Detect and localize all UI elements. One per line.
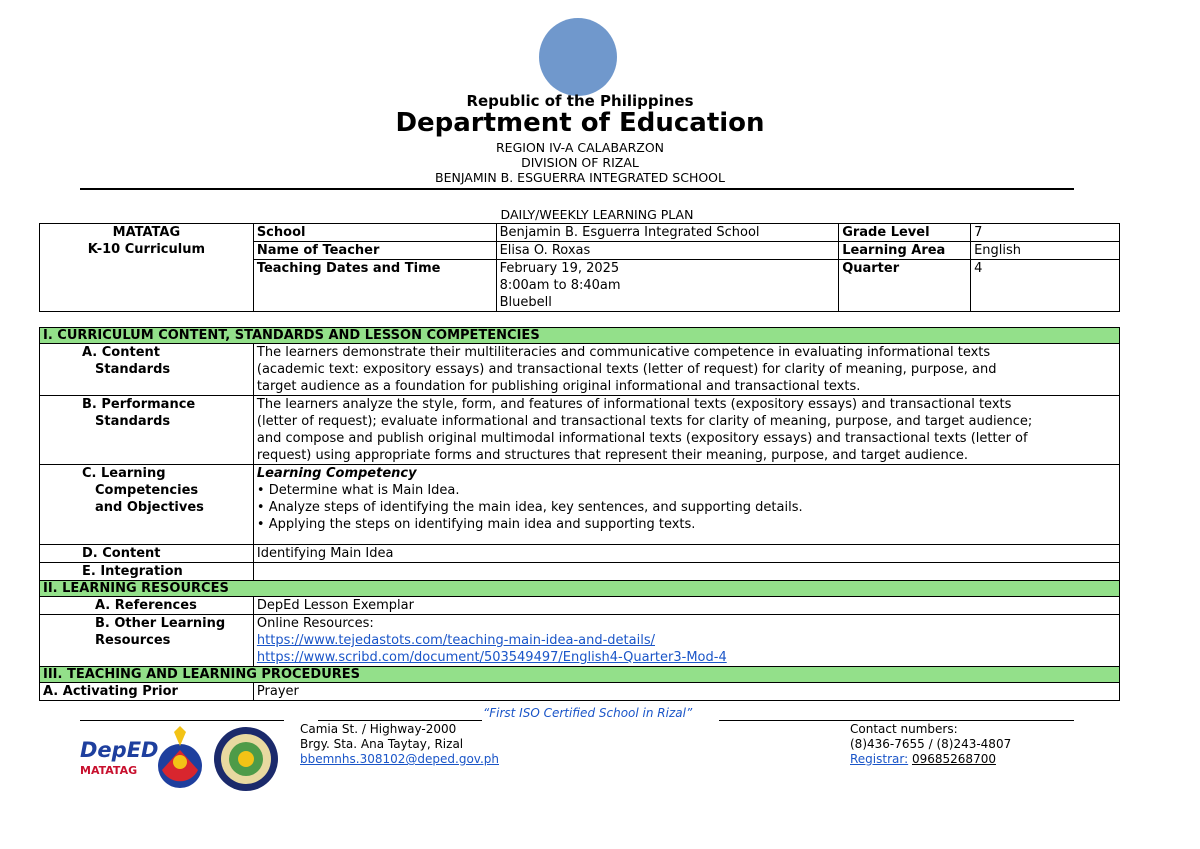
section-2-header: II. LEARNING RESOURCES <box>40 581 1120 597</box>
content-value: Identifying Main Idea <box>253 545 1119 563</box>
dates-cell <box>496 260 839 312</box>
department-heading: Department of Education <box>395 108 765 138</box>
curriculum-line1: MATATAG <box>112 225 181 240</box>
references-value: DepEd Lesson Exemplar <box>253 597 1119 615</box>
competencies-label-3: and Objectives <box>95 500 204 515</box>
school-label: School <box>253 224 496 242</box>
email-link[interactable]: bbemnhs.308102@deped.gov.ph <box>300 752 499 766</box>
section-1-header: I. CURRICULUM CONTENT, STANDARDS AND LESSON COMPETENCIES <box>40 328 1120 344</box>
grade-label: Grade Level <box>839 224 971 242</box>
republic-seal-icon <box>539 18 617 96</box>
school-seal-icon <box>210 726 282 792</box>
footer-motto: “First ISO Certified School in Rizal” <box>483 706 693 720</box>
republic-heading: Republic of the Philippines <box>466 92 694 110</box>
performance-label-1: B. Performance <box>82 397 196 412</box>
other-resources-cell <box>253 615 1119 667</box>
bagong-pilipinas-logo-icon <box>154 726 206 794</box>
other-label-2: Resources <box>95 633 171 648</box>
address-line-1: Camia St. / Highway-2000 <box>300 722 457 736</box>
competencies-label <box>40 465 254 545</box>
footer-divider-left <box>80 720 284 721</box>
content-standards-line: (academic text: expository essays) and transactional texts (letter of request) for clarity of meaning, purpose, and <box>256 362 997 377</box>
competencies-label-2: Competencies <box>95 483 199 498</box>
competencies-label-1: C. Learning <box>82 466 166 481</box>
other-label-1: B. Other Learning <box>95 616 226 631</box>
registrar-number: 09685268700 <box>911 752 996 766</box>
dates-label: Teaching Dates and Time <box>253 260 496 312</box>
competency-heading: Learning Competency <box>256 466 417 481</box>
performance-standards-text <box>253 396 1119 465</box>
header-divider <box>80 188 1074 190</box>
online-label: Online Resources: <box>256 616 374 631</box>
info-table <box>39 223 1120 312</box>
region-line: REGION IV-A CALABARZON <box>495 140 665 155</box>
deped-logo-text: DepED <box>80 738 159 762</box>
school-value: Benjamin B. Esguerra Integrated School <box>496 224 839 242</box>
performance-label-2: Standards <box>95 414 171 429</box>
contact-label: Contact numbers: <box>850 722 958 736</box>
performance-standards-label <box>40 396 254 465</box>
section-3-header: III. TEACHING AND LEARNING PROCEDURES <box>40 667 1120 683</box>
references-label: A. References <box>40 597 254 615</box>
plan-table <box>39 327 1120 701</box>
competency-item <box>257 499 1116 516</box>
curriculum-cell <box>40 224 254 312</box>
performance-line: (letter of request); evaluate informational and transactional texts for clarity of meaning, purpose, and target audience; <box>256 414 1033 429</box>
date-value: February 19, 2025 <box>499 261 620 276</box>
time-value: 8:00am to 8:40am <box>499 278 621 293</box>
grade-value: 7 <box>971 224 1120 242</box>
contact-block <box>850 722 1011 767</box>
resource-link-1[interactable]: https://www.tejedastots.com/teaching-main-idea-and-details/ <box>256 633 655 648</box>
performance-line: request) using appropriate forms and structures that represent their meaning, purpose, and target audience. <box>256 448 969 463</box>
competencies-cell <box>253 465 1119 545</box>
teacher-label: Name of Teacher <box>253 242 496 260</box>
performance-line: The learners analyze the style, form, and features of informational texts (expository essays) and transactional texts <box>256 397 1012 412</box>
region-block <box>0 140 1160 185</box>
bullet-icon: • <box>256 500 269 515</box>
activating-value: Prayer <box>253 683 1119 701</box>
plan-title: DAILY/WEEKLY LEARNING PLAN <box>500 207 694 222</box>
content-standards-label-2: Standards <box>95 362 171 377</box>
activating-label: A. Activating Prior <box>40 683 254 701</box>
resource-link-2[interactable]: https://www.scribd.com/document/503549497/English4-Quarter3-Mod-4 <box>256 650 727 665</box>
area-label: Learning Area <box>839 242 971 260</box>
competency-item <box>257 516 1116 533</box>
address-line-2: Brgy. Sta. Ana Taytay, Rizal <box>300 737 464 751</box>
area-value: English <box>971 242 1120 260</box>
competency-item <box>257 482 1116 499</box>
competency-text: Analyze steps of identifying the main idea, key sentences, and supporting details. <box>268 500 803 515</box>
content-label: D. Content <box>82 546 161 561</box>
registrar-label[interactable]: Registrar: <box>850 752 909 766</box>
other-resources-label <box>40 615 254 667</box>
deped-logo <box>80 732 159 792</box>
bullet-icon: • <box>256 483 269 498</box>
footer-divider-mid-left <box>318 720 482 721</box>
section-value: Bluebell <box>499 295 552 310</box>
teacher-value: Elisa O. Roxas <box>496 242 839 260</box>
quarter-label: Quarter <box>839 260 971 312</box>
address-block <box>300 722 499 767</box>
integration-value <box>253 563 1119 581</box>
matatag-logo-text: MATATAG <box>80 764 138 777</box>
integration-label-cell <box>40 563 254 581</box>
integration-label: E. Integration <box>82 564 183 579</box>
content-label-cell <box>40 545 254 563</box>
division-line: DIVISION OF RIZAL <box>521 155 639 170</box>
content-standards-label <box>40 344 254 396</box>
bullet-icon: • <box>256 517 269 532</box>
school-line: BENJAMIN B. ESGUERRA INTEGRATED SCHOOL <box>435 170 725 185</box>
phone-numbers: (8)436-7655 / (8)243-4807 <box>850 737 1012 751</box>
registrar-line <box>850 752 1011 767</box>
competency-text: Determine what is Main Idea. <box>268 483 460 498</box>
content-standards-text <box>253 344 1119 396</box>
content-standards-label-1: A. Content <box>82 345 160 360</box>
footer-divider-right <box>719 720 1074 721</box>
performance-line: and compose and publish original multimodal informational texts (expository essays) and transactional texts (letter of <box>256 431 1028 446</box>
content-standards-line: target audience as a foundation for publishing original informational and transactional texts. <box>256 379 861 394</box>
curriculum-line2: K-10 Curriculum <box>87 242 206 257</box>
quarter-value: 4 <box>971 260 1120 312</box>
competency-text: Applying the steps on identifying main idea and supporting texts. <box>268 517 696 532</box>
content-standards-line: The learners demonstrate their multiliteracies and communicative competence in evaluating informational texts <box>256 345 991 360</box>
